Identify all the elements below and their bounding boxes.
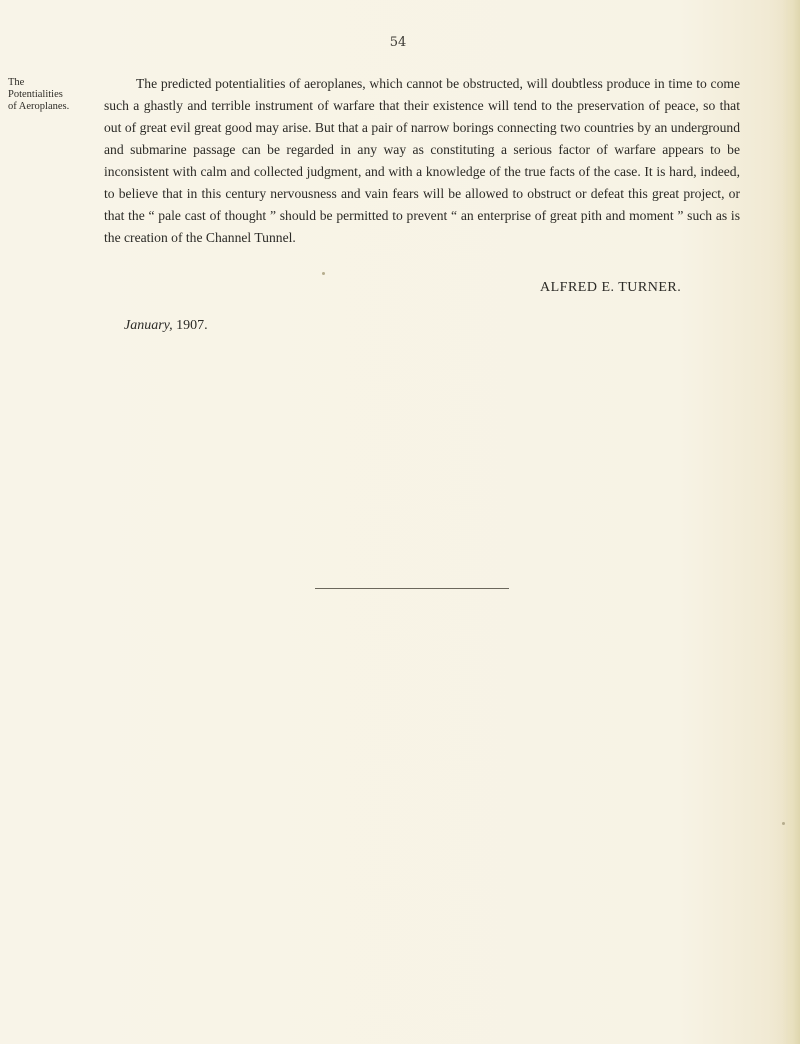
- date-year: 1907.: [176, 318, 208, 333]
- dateline: [124, 318, 208, 334]
- margin-note-line-1: The: [8, 77, 25, 88]
- margin-note: [8, 77, 98, 113]
- margin-note-line-3: of Aeroplanes.: [8, 101, 70, 112]
- paper-speck: [782, 822, 785, 825]
- page-edge-shading: [782, 0, 800, 1044]
- author-signature: ALFRED E. TURNER.: [540, 280, 682, 295]
- margin-note-line-2: Potentialities: [8, 89, 63, 100]
- horizontal-rule: [315, 588, 509, 589]
- date-month: January,: [124, 318, 173, 333]
- page-number: 54: [389, 35, 407, 50]
- body-paragraph: The predicted potentialities of aeroplanes, which cannot be obstructed, will doubtless produce in time to come such a ghastly and terrible instrument of warfare that their existence will tend to the preservation of peace, so that out of great evil great good may arise. But that a pair of narrow borings connecting two countries by an underground and submarine passage can be regarded in any way as constituting a serious factor of warfare appears to be inconsistent with calm and collected judgment, and with a knowledge of the true facts of the case. It is hard, indeed, to believe that in this century nervousness and vain fears will be allowed to obstruct or defeat this great project, or that the “ pale cast of thought ” should be permitted to prevent “ an enterprise of great pith and moment ” such as is the creation of the Channel Tunnel.: [104, 76, 740, 245]
- paper-speck: [322, 272, 325, 275]
